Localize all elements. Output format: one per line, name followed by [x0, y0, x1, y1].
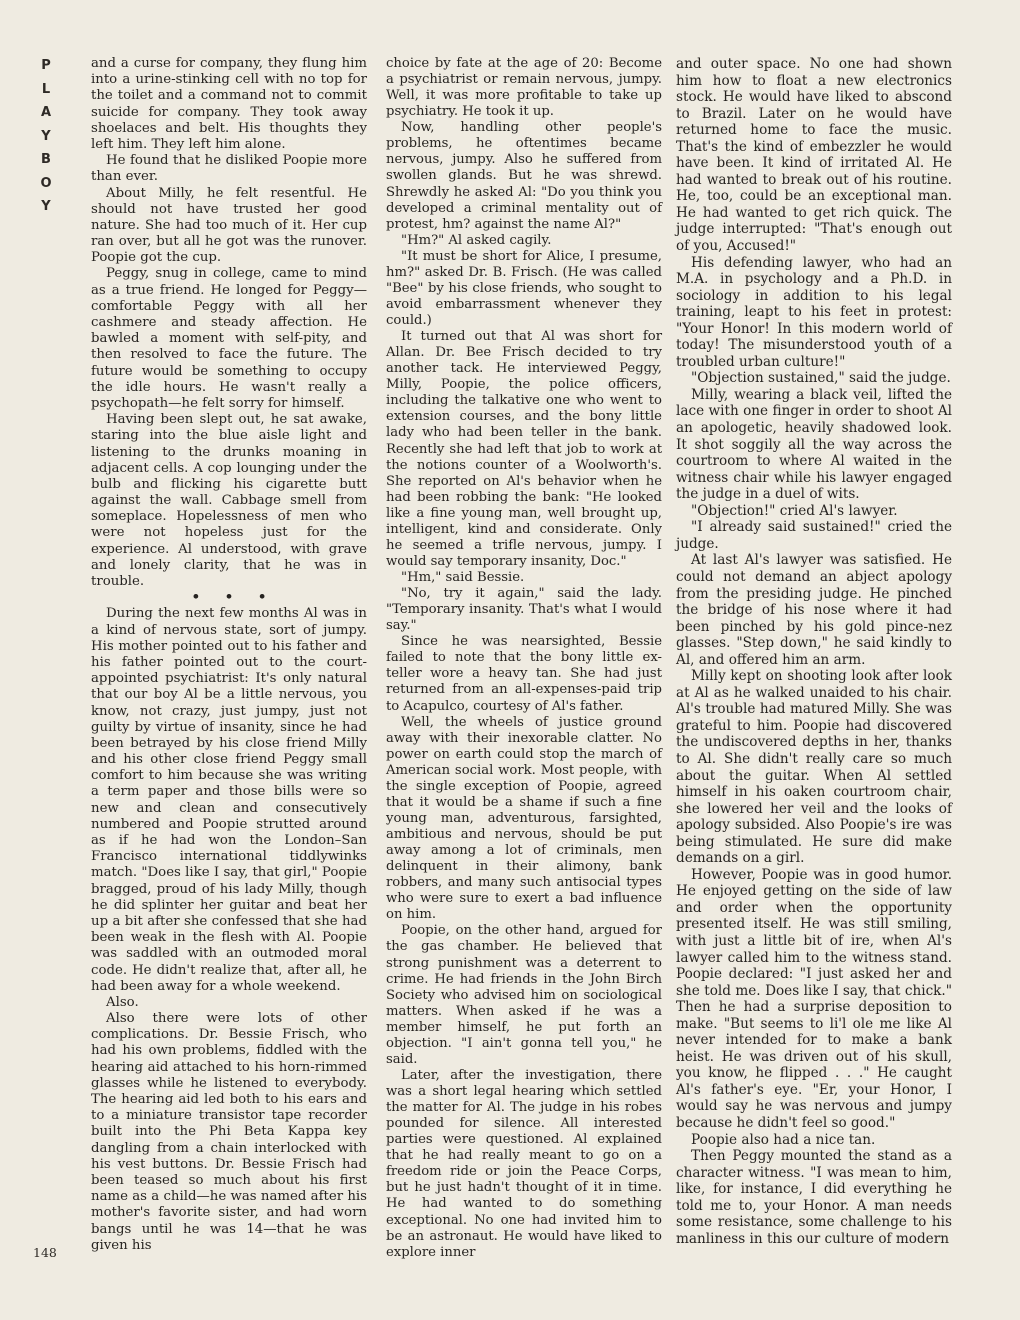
body-paragraph: Having been slept out, he sat awake, staring into the blue aisle light and listening to the drunks moaning in adjacent cells. A cop lounging under the bulb and flicking his cigarette butt against the wall. Cabbage smell from someplace. Hopelessness of men who were not hopeless just for the experience. Al understood, with grave and lonely clarity, that he was in trouble. — [91, 412, 367, 589]
body-paragraph: Then Peggy mounted the stand as a character witness. "I was mean to him, like, for instance, I did everything he told me to, your Honor. A man needs some resistance, some challenge to his manliness in this our culture of modern — [676, 1148, 952, 1247]
body-paragraph: He found that he disliked Poopie more than ever. — [91, 153, 367, 185]
body-paragraph: "Objection sustained," said the judge. — [691, 370, 951, 387]
body-paragraph: "Objection!" cried Al's lawyer. — [691, 502, 898, 519]
text-column-2 — [386, 56, 662, 1261]
brand-letter: A — [40, 105, 52, 120]
body-paragraph: Since he was nearsighted, Bessie failed to note that the bony little ex-teller wore a heavy tan. She had just returned from an all-expenses-paid trip to Acapulco, courtesy of Al's father. — [386, 634, 662, 714]
body-paragraph: Also there were lots of other complications. Dr. Bessie Frisch, who had his own problems, fiddled with the hearing aid attached to his horn-rimmed glasses while he listened to everybody. The hearing aid led both to his ears and to a miniature transistor tape recorder built into the Phi Beta Kappa key dangling from a chain interlocked with his vest buttons. Dr. Bessie Frisch had been teased so much about his first name as a child—he was named after his mother's favorite sister, and had worn bangs until he was 14—that he was given his — [91, 1011, 367, 1253]
text-column-1 — [91, 56, 367, 1254]
body-paragraph: Peggy, snug in college, came to mind as a true friend. He longed for Peggy—comfortable Peggy with all her cashmere and steady affection. He bawled a moment with self-pity, and then resolved to face the future. The future would be something to occupy the idle hours. He wasn't really a psychopath—he felt sorry for himself. — [91, 266, 367, 411]
body-paragraph: His defending lawyer, who had an M.A. in psychology and a Ph.D. in sociology in addition to his legal training, leapt to his feet in protest: "Your Honor! In this modern world of today! The misunderstood youth of a troubled urban culture!" — [676, 254, 952, 370]
body-paragraph: During the next few months Al was in a kind of nervous state, sort of jumpy. His mother pointed out to his father and his father pointed out to the court-appointed psychiatrist: It's only natural that our boy Al be a little nervous, you know, not crazy, just jumpy, just not guilty by virtue of insanity, since he had been betrayed by his close friend Milly and his other close friend Peggy small comfort to him because she was writing a term paper and those bills were so new and clean and consecutively numbered and Poopie strutted around as if he had won the London–San Francisco international tiddlywinks match. "Does like I say, that girl," Poopie bragged, proud of his lady Milly, though he did splinter her guitar and beat her up a bit after she confessed that she had been weak in the flesh with Al. Poopie was saddled with an outmoded moral code. He didn't realize that, after all, he had been away for a whole weekend. — [91, 606, 367, 994]
section-separator: • • • — [191, 590, 277, 606]
body-paragraph: Milly kept on shooting look after look at Al as he walked unaided to his chair. Al's trouble had matured Milly. She was grateful to him. Poopie had discovered the undiscovered depths in her, thanks to Al. She didn't really care so much about the guitar. When Al settled himself in his oaken courtroom chair, she lowered her veil and the looks of apology subsided. Also Poopie's ire was being stimulated. He sure did make demands on a girl. — [676, 668, 952, 867]
body-paragraph: and a curse for company, they flung him into a urine-stinking cell with no top for the toilet and a command not to commit suicide for company. They took away shoelaces and belt. His thoughts they left him. They left him alone. — [91, 56, 367, 152]
body-paragraph: "It must be short for Alice, I presume, hm?" asked Dr. B. Frisch. (He was called "Bee" by his close friends, who sought to avoid embarrassment whenever they could.) — [386, 248, 662, 328]
body-paragraph: It turned out that Al was short for Allan. Dr. Bee Frisch decided to try another tack. He interviewed Peggy, Milly, Poopie, the police officers, including the talkative one who went to extension courses, and the bony little lady who had been teller in the bank. Recently she had left that job to work at the notions counter of a Woolworth's. She reported on Al's behavior when he had been robbing the bank: "He looked like a fine young man, well brought up, intelligent, kind and considerate. Only he seemed a trifle nervous, jumpy. I would say temporary insanity, Doc." — [386, 329, 662, 569]
body-paragraph: Later, after the investigation, there was a short legal hearing which settled the matter for Al. The judge in his robes pounded for silence. All interested parties were questioned. Al explained that he had really meant to go on a freedom ride or join the Peace Corps, but he just hadn't thought of it in time. He had wanted to do something exceptional. No one had invited him to be an astronaut. He would have liked to explore inner — [386, 1067, 662, 1260]
body-paragraph: Also. — [106, 994, 139, 1010]
body-paragraph: Now, handling other people's problems, he oftentimes became nervous, jumpy. Also he suffered from swollen glands. But he was shrewd. Shrewdly he asked Al: "Do you think you developed a criminal mentality out of protest, hm? against the name Al?" — [386, 120, 662, 232]
body-paragraph: choice by fate at the age of 20: Become a psychiatrist or remain nervous, jumpy. Well, it was more profitable to take up psychiatry. He took it up. — [386, 56, 662, 120]
body-paragraph: "I already said sustained!" cried the judge. — [676, 519, 952, 552]
text-column-3 — [676, 56, 952, 1247]
brand-letter: L — [41, 81, 51, 97]
body-paragraph: Well, the wheels of justice ground away with their inexorable clatter. No power on earth could stop the march of American social work. Most people, with the single exception of Poopie, agreed that it would be a shame if such a fine young man, adventurous, farsighted, ambitious and nervous, should be put away among a lot of criminals, men delinquent in their alimony, bank robbers, and many such antisocial types who were sure to exert a bad influence on him. — [386, 714, 662, 923]
page-number: 148 — [33, 1245, 57, 1260]
body-paragraph: and outer space. No one had shown him how to float a new electronics stock. He would have liked to abscond to Brazil. Later on he would have returned home to face the music. That's the kind of embezzler he would have been. It kind of irritated Al. He had wanted to break out of his routine. He, too, could be an exceptional man. He had wanted to get rich quick. The judge interrupted: "That's enough out of you, Accused!" — [676, 56, 952, 255]
magazine-name-vertical — [33, 54, 59, 219]
body-paragraph: Milly, wearing a black veil, lifted the lace with one finger in order to shoot Al an apologetic, heavily shadowed look. It shot soggily all the way across the courtroom to where Al waited in the witness chair while his lawyer engaged the judge in a duel of wits. — [676, 386, 952, 503]
brand-letter: P — [41, 58, 51, 73]
body-paragraph: "Hm?" Al asked cagily. — [401, 232, 552, 248]
body-paragraph: About Milly, he felt resentful. He should not have trusted her good nature. She had too much of it. Her cup ran over, but all he got was the runover. Poopie got the cup. — [91, 185, 367, 266]
body-paragraph: "Hm," said Bessie. — [401, 570, 525, 585]
brand-letter: Y — [41, 199, 51, 214]
body-paragraph: Poopie, on the other hand, argued for the gas chamber. He believed that strong punishment was a deterrent to crime. He had friends in the John Birch Society who advised him on sociological matters. When asked if he was a member himself, he put forth an objection. "I ain't gonna tell you," he said. — [386, 923, 662, 1067]
brand-letter: B — [41, 152, 51, 167]
body-paragraph: "No, try it again," said the lady. "Temporary insanity. That's what I would say." — [386, 586, 662, 634]
body-paragraph: At last Al's lawyer was satisfied. He could not demand an abject apology from the presiding judge. He pinched the bridge of his nose where it had been pinched by his gold pince-nez glasses. "Step down," he said kindly to Al, and offered him an arm. — [676, 552, 952, 668]
body-paragraph: However, Poopie was in good humor. He enjoyed getting on the side of law and order when the opportunity presented itself. He was still smiling, with just a little bit of ire, when Al's lawyer called him to the witness stand. Poopie declared: "I just asked her and she told me. Does like I say, that chick." Then he had a surprise deposition to make. "But seems to li'l ole me like Al never intended for to make a bank heist. He was driven out of his skull, you know, he flipped . . ." He caught Al's father's eye. "Er, your Honor, I would say he was nervous and jumpy because he didn't feel so good." — [676, 866, 952, 1131]
brand-letter: O — [40, 175, 52, 191]
brand-letter: Y — [41, 128, 51, 144]
body-paragraph: Poopie also had a nice tan. — [691, 1131, 876, 1148]
